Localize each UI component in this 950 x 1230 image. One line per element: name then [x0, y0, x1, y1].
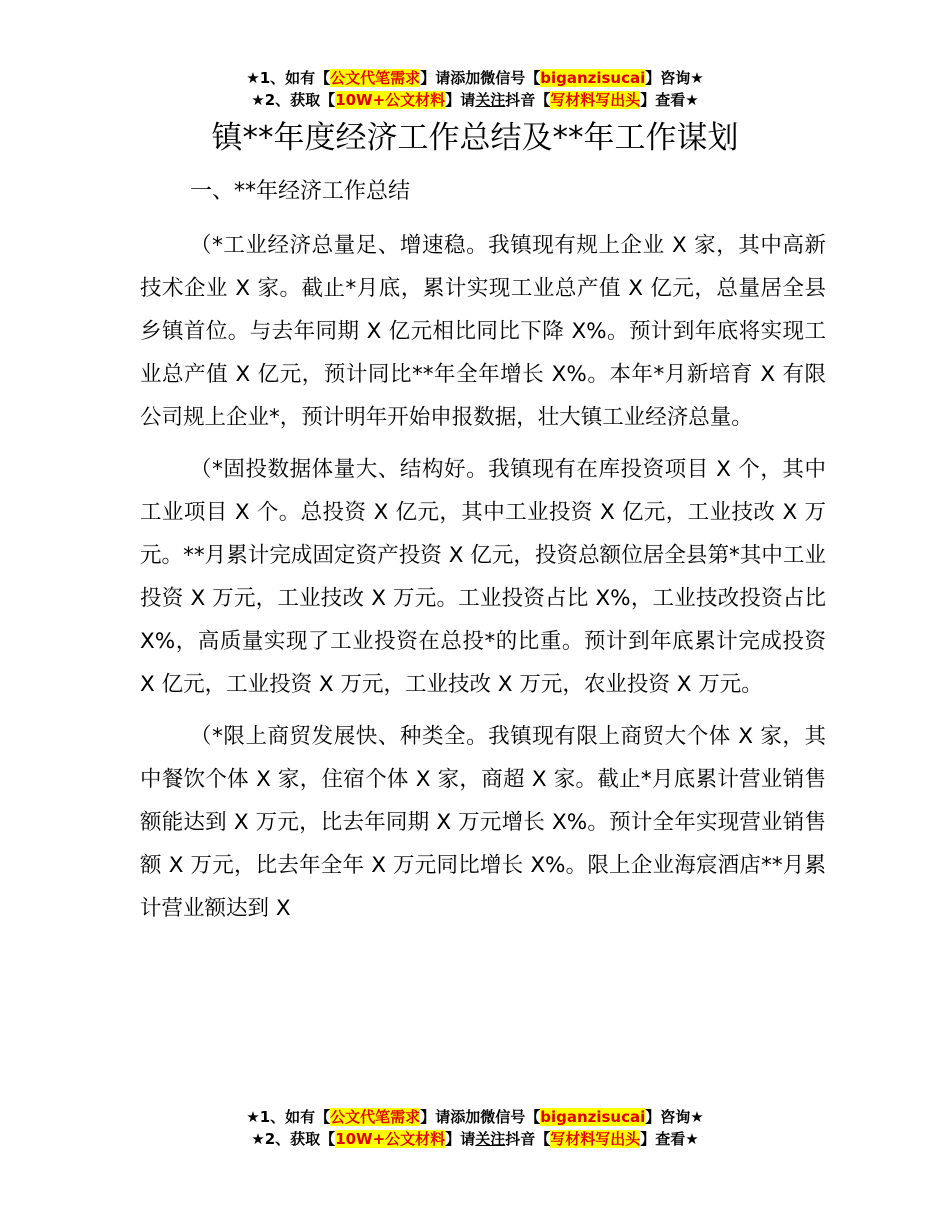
notice-text: 】查看★	[640, 91, 699, 109]
section-heading: 一、**年经济工作总结	[190, 179, 411, 204]
notice-text: 】请添加微信号【	[420, 1108, 541, 1126]
notice-text: ★2、获取【	[251, 1130, 336, 1148]
highlight-materials: 10W+公文材料	[335, 1130, 446, 1148]
notice-line-2	[0, 89, 950, 111]
notice-text: ★2、获取【	[251, 91, 336, 109]
bottom-notice-banner	[0, 1106, 950, 1150]
highlight-ghostwriting-service: 公文代笔需求	[330, 1108, 421, 1126]
notice-line-1	[0, 67, 950, 89]
paragraph-fixed-investment: （*固投数据体量大、结构好。我镇现有在库投资项目 X 个，其中工业项目 X 个。总投资 X 亿元，其中工业投资 X 亿元，工业技改 X 万元。**月累计完成固定资产投资 X 亿元，投资总额位居全县第*其中工业投资 X 万元，工业技改 X 万元。工业投资占比 X%，工业技改投资占比 X%，高质量实现了工业投资在总投*的比重。预计到年底累计完成投资 X 亿元，工业投资 X 万元，工业技改 X 万元，农业投资 X 万元。	[140, 457, 826, 697]
highlight-douyin-account: 写材料写出头	[550, 91, 641, 109]
notice-line-2	[0, 1128, 950, 1150]
highlight-ghostwriting-service: 公文代笔需求	[330, 69, 421, 87]
notice-text: ★1、如有【	[246, 69, 331, 87]
paragraph-industrial-economy: （*工业经济总量足、增速稳。我镇现有规上企业 X 家，其中高新技术企业 X 家。截止*月底，累计实现工业总产值 X 亿元，总量居全县乡镇首位。与去年同期 X 亿元相比同比下降 X%。预计到年底将实现工业总产值 X 亿元，预计同比**年全年增长 X%。本年*月新培育 X 有限公司规上企业*，预计明年开始申报数据，壮大镇工业经济总量。	[140, 233, 826, 430]
notice-text: 抖音【	[505, 1130, 551, 1148]
paragraph-commerce-trade: （*限上商贸发展快、种类全。我镇现有限上商贸大个体 X 家，其中餐饮个体 X 家，住宿个体 X 家，商超 X 家。截止*月底累计营业销售额能达到 X 万元，比去年同期 X 万元增长 X%。预计全年实现营业销售额 X 万元，比去年全年 X 万元同比增长 X%。限上企业海宸酒店**月累计营业额达到 X	[140, 724, 826, 921]
notice-text: 抖音【	[505, 91, 551, 109]
notice-text: 】请	[445, 91, 476, 109]
highlight-wechat-id: biganzisucai	[540, 1108, 646, 1126]
document-title: 镇**年度经济工作总结及**年工作谋划	[211, 120, 739, 156]
notice-text: 】咨询★	[645, 1108, 704, 1126]
notice-text: ★1、如有【	[246, 1108, 331, 1126]
notice-text: 】咨询★	[645, 69, 704, 87]
highlight-douyin-account: 写材料写出头	[550, 1130, 641, 1148]
notice-underlined-text: 关注	[475, 91, 506, 109]
document-body	[140, 224, 826, 939]
notice-text: 】查看★	[640, 1130, 699, 1148]
top-notice-banner	[0, 67, 950, 111]
highlight-materials: 10W+公文材料	[335, 91, 446, 109]
notice-underlined-text: 关注	[475, 1130, 506, 1148]
highlight-wechat-id: biganzisucai	[540, 69, 646, 87]
notice-line-1	[0, 1106, 950, 1128]
notice-text: 】请添加微信号【	[420, 69, 541, 87]
notice-text: 】请	[445, 1130, 476, 1148]
